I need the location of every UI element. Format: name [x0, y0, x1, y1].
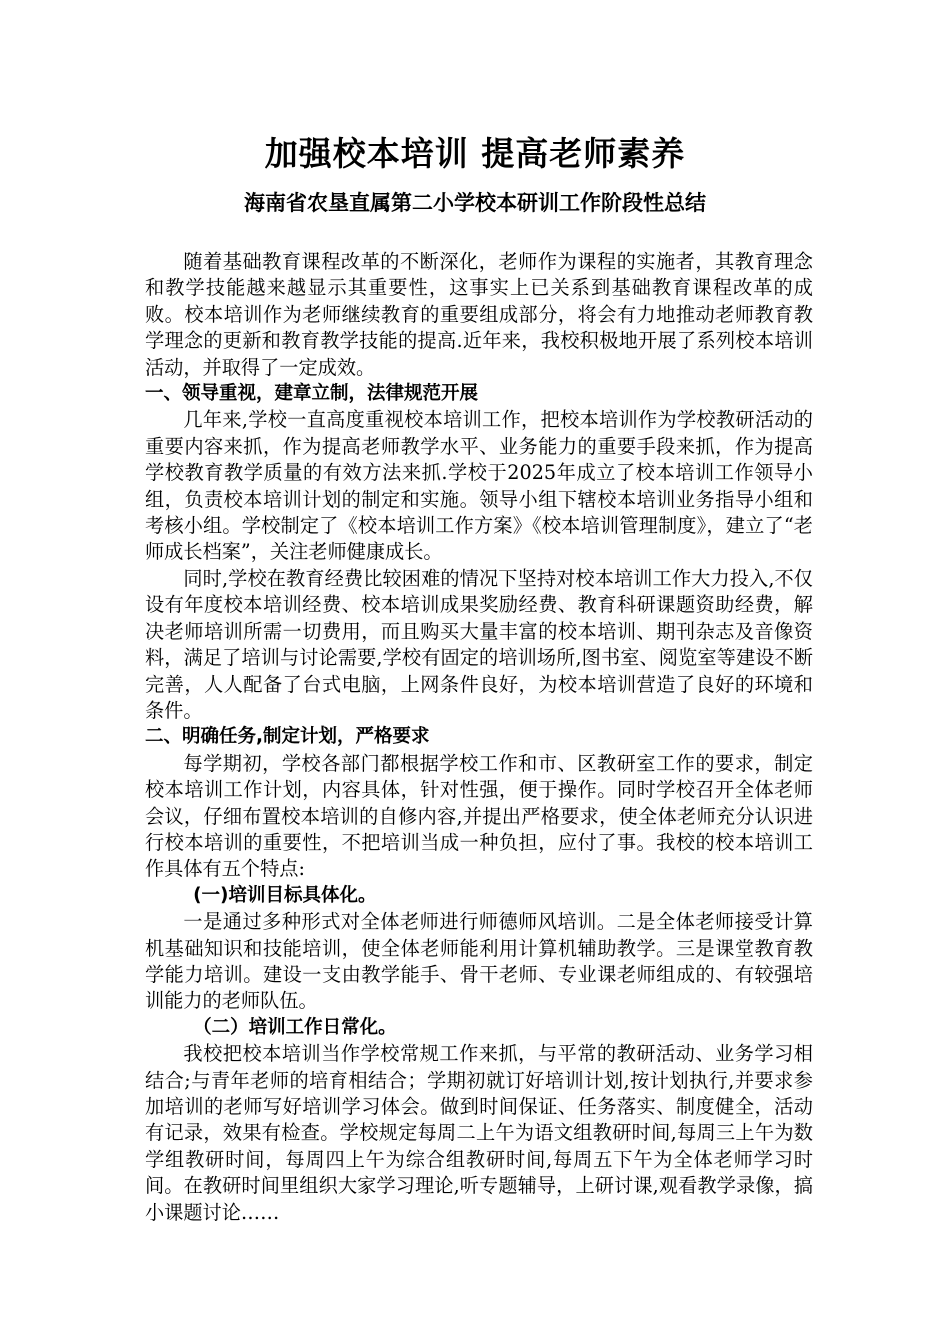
intro-paragraph: 随着基础教育课程改革的不断深化，老师作为课程的实施者，其教育理念和教学技能越来越显示其重要性，这事实上已关系到基础教育课程改革的成败。校本培训作为老师继续教育的重要组成部分，将会有力地推动老师教育教学理念的更新和教育教学技能的提高.近年来，我校积极地开展了系列校本培训活动，并取得了一定成效。	[145, 250, 813, 379]
subsection2-paragraph: 我校把校本培训当作学校常规工作来抓，与平常的教研活动、业务学习相结合;与青年老师的培育相结合；学期初就订好培训计划,按计划执行,并要求参加培训的老师写好培训学习体会。做到时间保证、任务落实、制度健全，活动有记录，效果有检查。学校规定每周二上午为语文组教研时间,每周三上午为数学组教研时间，每周四上午为综合组教研时间,每周五下午为全体老师学习时间。在教研时间里组织大家学习理论,听专题辅导，上研讨课,观看教学录像，搞小课题讨论……	[145, 1042, 813, 1224]
section1-heading: 一、领导重视，建章立制，法律规范开展	[145, 383, 479, 405]
document-subtitle: 海南省农垦直属第二小学校本研训工作阶段性总结	[244, 191, 706, 215]
section1-paragraph-1: 几年来,学校一直高度重视校本培训工作，把校本培训作为学校教研活动的重要内容来抓，作为提高老师教学水平、业务能力的重要手段来抓，作为提高学校教育教学质量的有效方法来抓.学校于2025年成立了校本培训工作领导小组，负责校本培训计划的制定和实施。领导小组下辖校本培训业务指导小组和考核小组。学校制定了《校本培训工作方案》《校本培训管理制度》，建立了“老师成长档案”，关注老师健康成长。	[145, 408, 813, 564]
document-body	[145, 249, 813, 1226]
section2-heading: 二、明确任务,制定计划，严格要求	[145, 726, 430, 748]
subsection2-heading: （二）培训工作日常化。	[193, 1016, 397, 1038]
section2-paragraph-1: 每学期初，学校各部门都根据学校工作和市、区教研室工作的要求，制定校本培训工作计划，内容具体，针对性强，便于操作。同时学校召开全体老师会议，仔细布置校本培训的自修内容,并提出严格要求，使全体老师充分认识进行校本培训的重要性，不把培训当成一种负担，应付了事。我校的校本培训工作具体有五个特点:	[145, 751, 813, 881]
subsection1-paragraph: 一是通过多种形式对全体老师进行师德师风培训。二是全体老师接受计算机基础知识和技能培训，使全体老师能利用计算机辅助教学。三是课堂教育教学能力培训。建设一支由教学能手、骨干老师、专业课老师组成的、有较强培训能力的老师队伍。	[145, 910, 813, 1013]
section1-paragraph-2: 同时,学校在教育经费比较困难的情况下坚持对校本培训工作大力投入,不仅设有年度校本培训经费、校本培训成果奖励经费、教育科研课题资助经费，解决老师培训所需一切费用，而且购买大量丰富的校本培训、期刊杂志及音像资料，满足了培训与讨论需要,学校有固定的培训场所,图书室、阅览室等建设不断完善，人人配备了台式电脑，上网条件良好，为校本培训营造了良好的环境和条件。	[145, 566, 813, 722]
subsection1-heading: (一)培训目标具体化。	[193, 884, 377, 906]
document-title: 加强校本培训 提高老师素养	[264, 134, 686, 173]
